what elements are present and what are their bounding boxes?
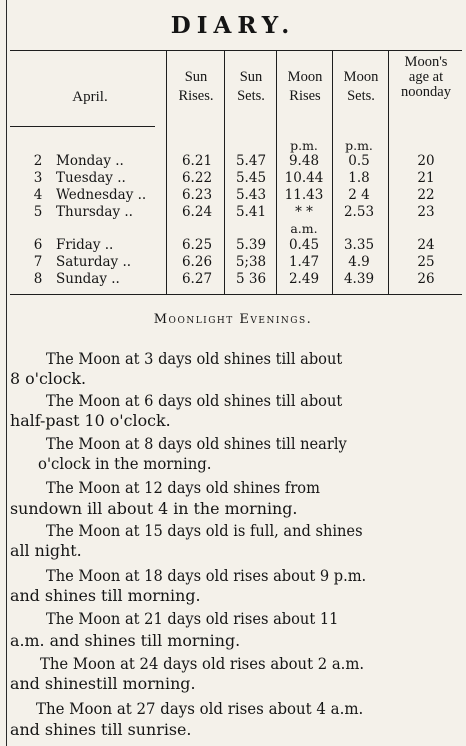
moon-sets-cell: 1.8 [348,170,370,186]
moonlight-line: The Moon at 15 days old is full, and shines [46,521,363,540]
sun-sets-cell: 5.41 [235,204,267,220]
row-day: Friday .. [56,237,114,253]
row-number: 8 [33,271,43,287]
sun-sets-header: Sun Sets. [237,69,265,104]
moon-rises-cell: 10.44 [284,170,324,186]
moonlight-line: The Moon at 21 days old rises about 11 [46,609,339,628]
row-number: 2 [33,153,43,169]
row-number: 4 [33,187,43,203]
moonlight-line: The Moon at 27 days old rises about 4 a.m. [36,699,364,718]
moonlight-line: The Moon at 24 days old rises about 2 a.m. [40,654,365,673]
page-title: DIARY. [170,12,296,39]
sun-rises-cell: 6.25 [181,237,213,253]
moonlight-line: The Moon at 8 days old shines till nearly [46,434,347,453]
moon-age-cell: 22 [417,187,435,203]
moon-sets-cell: 4.9 [348,254,370,270]
moonlight-line: sundown ill about 4 in the morning. [10,499,298,518]
moon-sets-cell: 2 4 [348,187,370,203]
row-number: 6 [33,237,43,253]
sun-sets-cell: 5.47 [235,153,267,169]
left-margin-rule [6,0,7,746]
moon-sets-cell: 4.39 [343,271,375,287]
moonlight-line: The Moon at 18 days old rises about 9 p.m. [46,566,367,585]
sun-rises-cell: 6.27 [181,271,213,287]
moon-age-cell: 25 [417,254,435,270]
moon-sets-cell: 3.35 [343,237,375,253]
moonlight-line: half-past 10 o'clock. [10,411,171,430]
row-number: 5 [33,204,43,220]
row-number: 7 [33,254,43,270]
sun-sets-cell: 5;38 [235,254,267,270]
moonlight-line: o'clock in the morning. [38,454,212,473]
row-day: Tuesday .. [56,170,126,186]
table-row [0,187,466,203]
moonlight-line: and shines till morning. [10,586,201,605]
moon-rises-header: Moon Rises [287,69,323,104]
sun-rises-cell: 6.23 [181,187,213,203]
sun-rises-cell: 6.24 [181,204,213,220]
moonlight-line: The Moon at 12 days old shines from [46,478,320,497]
row-number: 3 [33,170,43,186]
table-top-rule [10,50,462,51]
moon-sets-pm-mark: p.m. [345,138,373,153]
row-day: Sunday .. [56,271,120,287]
table-row [0,204,466,220]
moon-rises-cell: 0.45 [288,237,320,253]
table-header-rule [10,126,155,127]
moonlight-line: a.m. and shines till morning. [10,631,241,650]
sun-rises-cell: 6.22 [181,170,213,186]
moon-age-cell: 24 [417,237,435,253]
moon-rises-cell: 2.49 [288,271,320,287]
moon-rises-cell: 11.43 [284,187,324,203]
sun-rises-header: Sun Rises. [178,69,214,104]
row-day: Thursday .. [56,204,133,220]
moon-rises-cell: * * [295,204,313,220]
moon-sets-header: Moon Sets. [343,69,379,104]
sun-sets-cell: 5.39 [235,237,267,253]
moon-sets-cell: 0.5 [348,153,370,169]
table-row [0,153,466,169]
moonlight-heading: Moonlight Evenings. [153,312,313,327]
moon-rises-cell: 1.47 [288,254,320,270]
moonlight-line: and shines till sunrise. [10,720,192,739]
row-day: Wednesday .. [56,187,147,203]
moon-age-cell: 23 [417,204,435,220]
moonlight-line: The Moon at 6 days old shines till about [46,391,343,410]
sun-sets-cell: 5.45 [235,170,267,186]
moon-age-cell: 21 [417,170,435,186]
moon-rises-cell: 9.48 [288,153,320,169]
sun-rises-cell: 6.21 [181,153,213,169]
moon-age-header: Moon's age at noonday [401,54,451,100]
moonlight-line: The Moon at 3 days old shines till about [46,349,343,368]
moon-age-cell: 26 [417,271,435,287]
table-bottom-rule [10,294,462,295]
moon-rises-pm-mark: p.m. [290,138,318,153]
sun-sets-cell: 5 36 [235,271,267,287]
moon-rises-am-mark: a.m. [290,221,318,236]
sun-sets-cell: 5.43 [235,187,267,203]
table-row [0,254,466,270]
month-header: April. [72,89,108,105]
moonlight-line: and shinestill morning. [10,674,196,693]
moonlight-line: all night. [10,541,82,560]
row-day: Monday .. [56,153,124,169]
table-row [0,170,466,186]
sun-rises-cell: 6.26 [181,254,213,270]
table-row [0,237,466,253]
moon-age-cell: 20 [417,153,435,169]
table-row [0,271,466,287]
moon-sets-cell: 2.53 [343,204,375,220]
moonlight-line: 8 o'clock. [10,369,87,388]
row-day: Saturday .. [56,254,132,270]
